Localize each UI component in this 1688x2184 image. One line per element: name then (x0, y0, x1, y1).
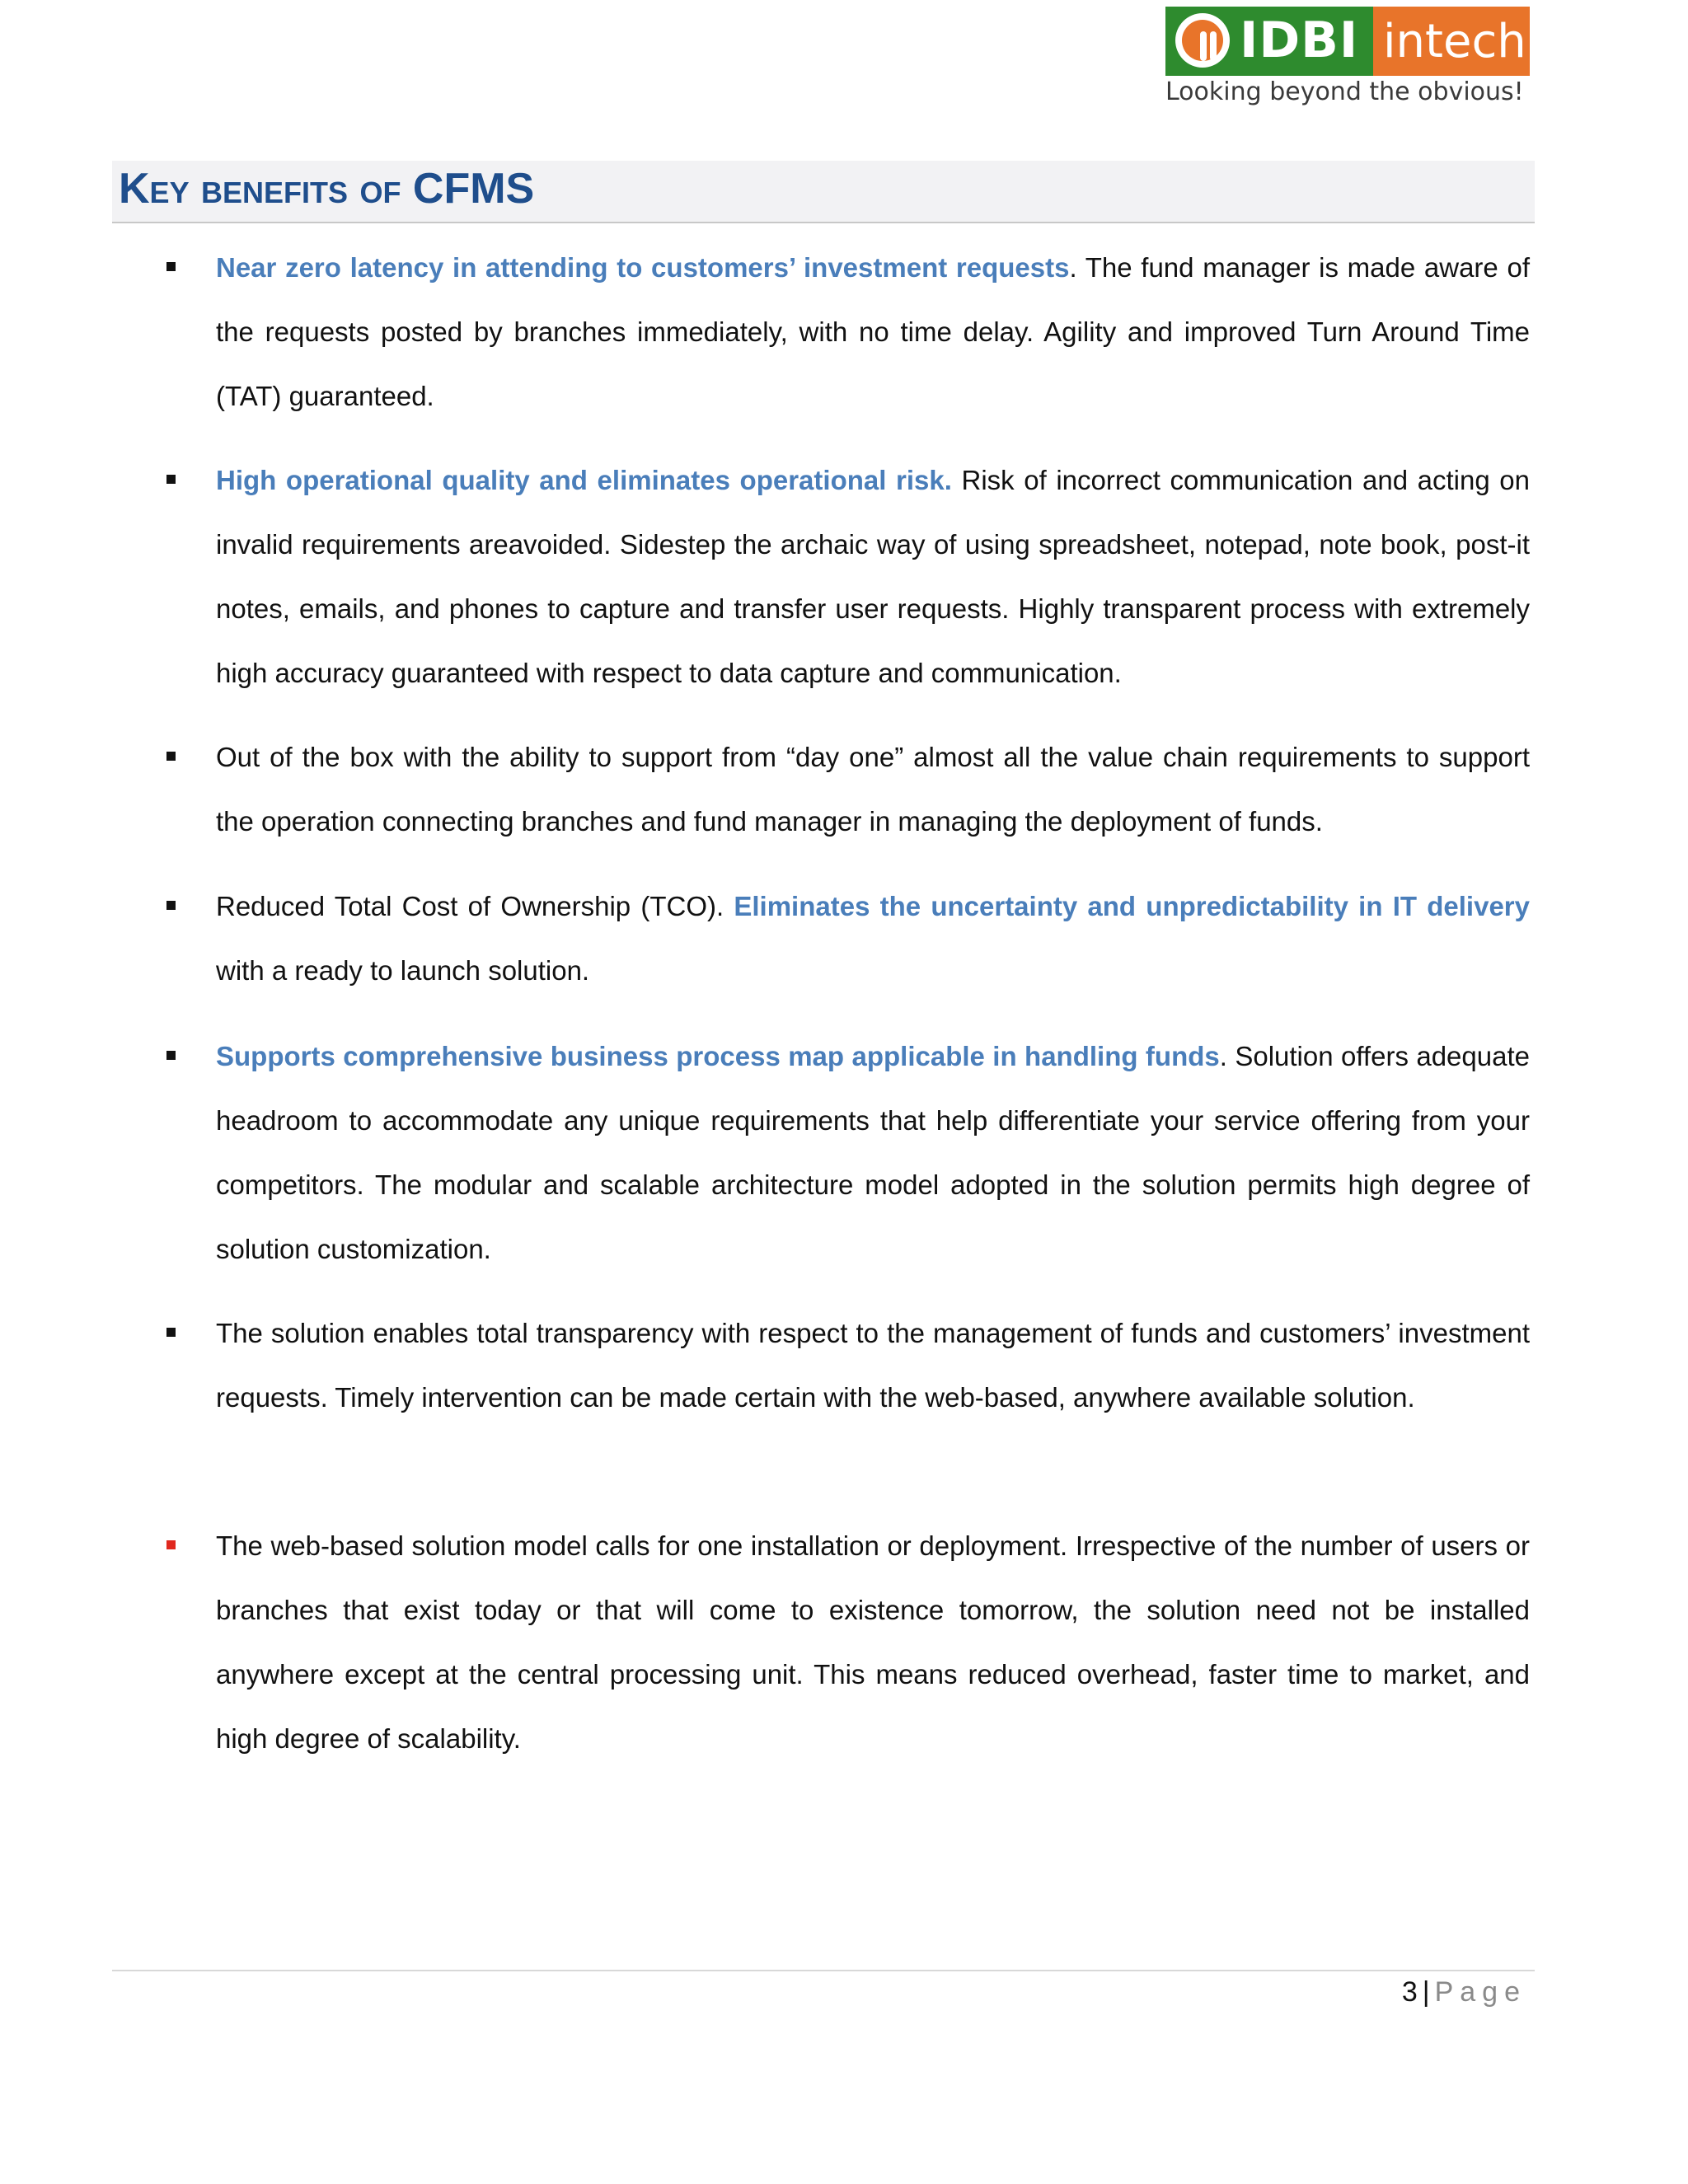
footer-divider (112, 1970, 1535, 1971)
benefit-text: Reduced Total Cost of Ownership (TCO). Eliminates the uncertainty and unpredictability in IT delivery with a ready to launch solution. (216, 891, 1530, 986)
company-logo (1165, 7, 1535, 109)
logo-tagline: Looking beyond the obvious! (1165, 77, 1524, 106)
bullet-icon (166, 1051, 176, 1060)
benefit-text: Near zero latency in attending to customers’ investment requests. The fund manager is made aware of the requests posted by branches immediately, with no time delay. Agility and improved Turn Around Time (TAT) guaranteed. (216, 252, 1530, 411)
heading-band (112, 161, 1535, 223)
logo-brand: IDBI (1240, 12, 1359, 69)
benefit-text: Out of the box with the ability to support from “day one” almost all the value chain requirements to support the operation connecting branches and fund manager in managing the deployment of funds. (216, 742, 1530, 837)
benefit-highlight: Eliminates the uncertainty and unpredictability in IT delivery (734, 891, 1530, 921)
page-footer (1402, 1976, 1526, 2008)
logo-green-block (1165, 7, 1373, 76)
benefit-highlight: Near zero latency in attending to customers’ investment requests (216, 252, 1070, 283)
page-label: Page (1434, 1976, 1526, 2008)
bullet-icon (166, 1540, 176, 1549)
benefit-highlight: High operational quality and eliminates operational risk. (216, 465, 952, 495)
benefit-text: The web-based solution model calls for one installation or deployment. Irrespective of the number of users or branches that exist today or that will come to existence tomorrow, the solution need not be installed anywhere except at the central processing unit. This means reduced overhead, faster time to market, and high degree of scalability. (216, 1530, 1530, 1754)
benefit-text: Supports comprehensive business process map applicable in handling funds. Solution offers adequate headroom to accommodate any unique requirements that help differentiate your service offering from your competitors. The modular and scalable architecture model adopted in the solution permits high degree of solution customization. (216, 1041, 1530, 1264)
benefit-highlight: Supports comprehensive business process map applicable in handling funds (216, 1041, 1220, 1071)
bullet-icon (166, 1328, 176, 1337)
bullet-icon (166, 901, 176, 910)
logo-bar (1165, 7, 1530, 76)
page-title: Key benefits of CFMS (119, 165, 535, 213)
logo-orange-block (1373, 7, 1530, 76)
benefit-text: The solution enables total transparency with respect to the management of funds and customers’ investment requests. Timely intervention can be made certain with the web-based, anywhere available solution. (216, 1318, 1530, 1413)
page-separator: | (1422, 1976, 1430, 2008)
logo-product: intech (1383, 15, 1526, 68)
benefit-text: High operational quality and eliminates operational risk. Risk of incorrect communication and acting on invalid requirements areavoided. Sidestep the archaic way of using spreadsheet, notepad, note book, post-it notes, emails, and phones to capture and transfer user requests. Highly transparent process with extremely high accuracy guaranteed with respect to data capture and communication. (216, 465, 1530, 688)
logo-emblem-icon (1175, 13, 1230, 68)
bullet-icon (166, 752, 176, 761)
bullet-icon (166, 262, 176, 271)
bullet-icon (166, 475, 176, 484)
page-number: 3 (1401, 1976, 1418, 2008)
